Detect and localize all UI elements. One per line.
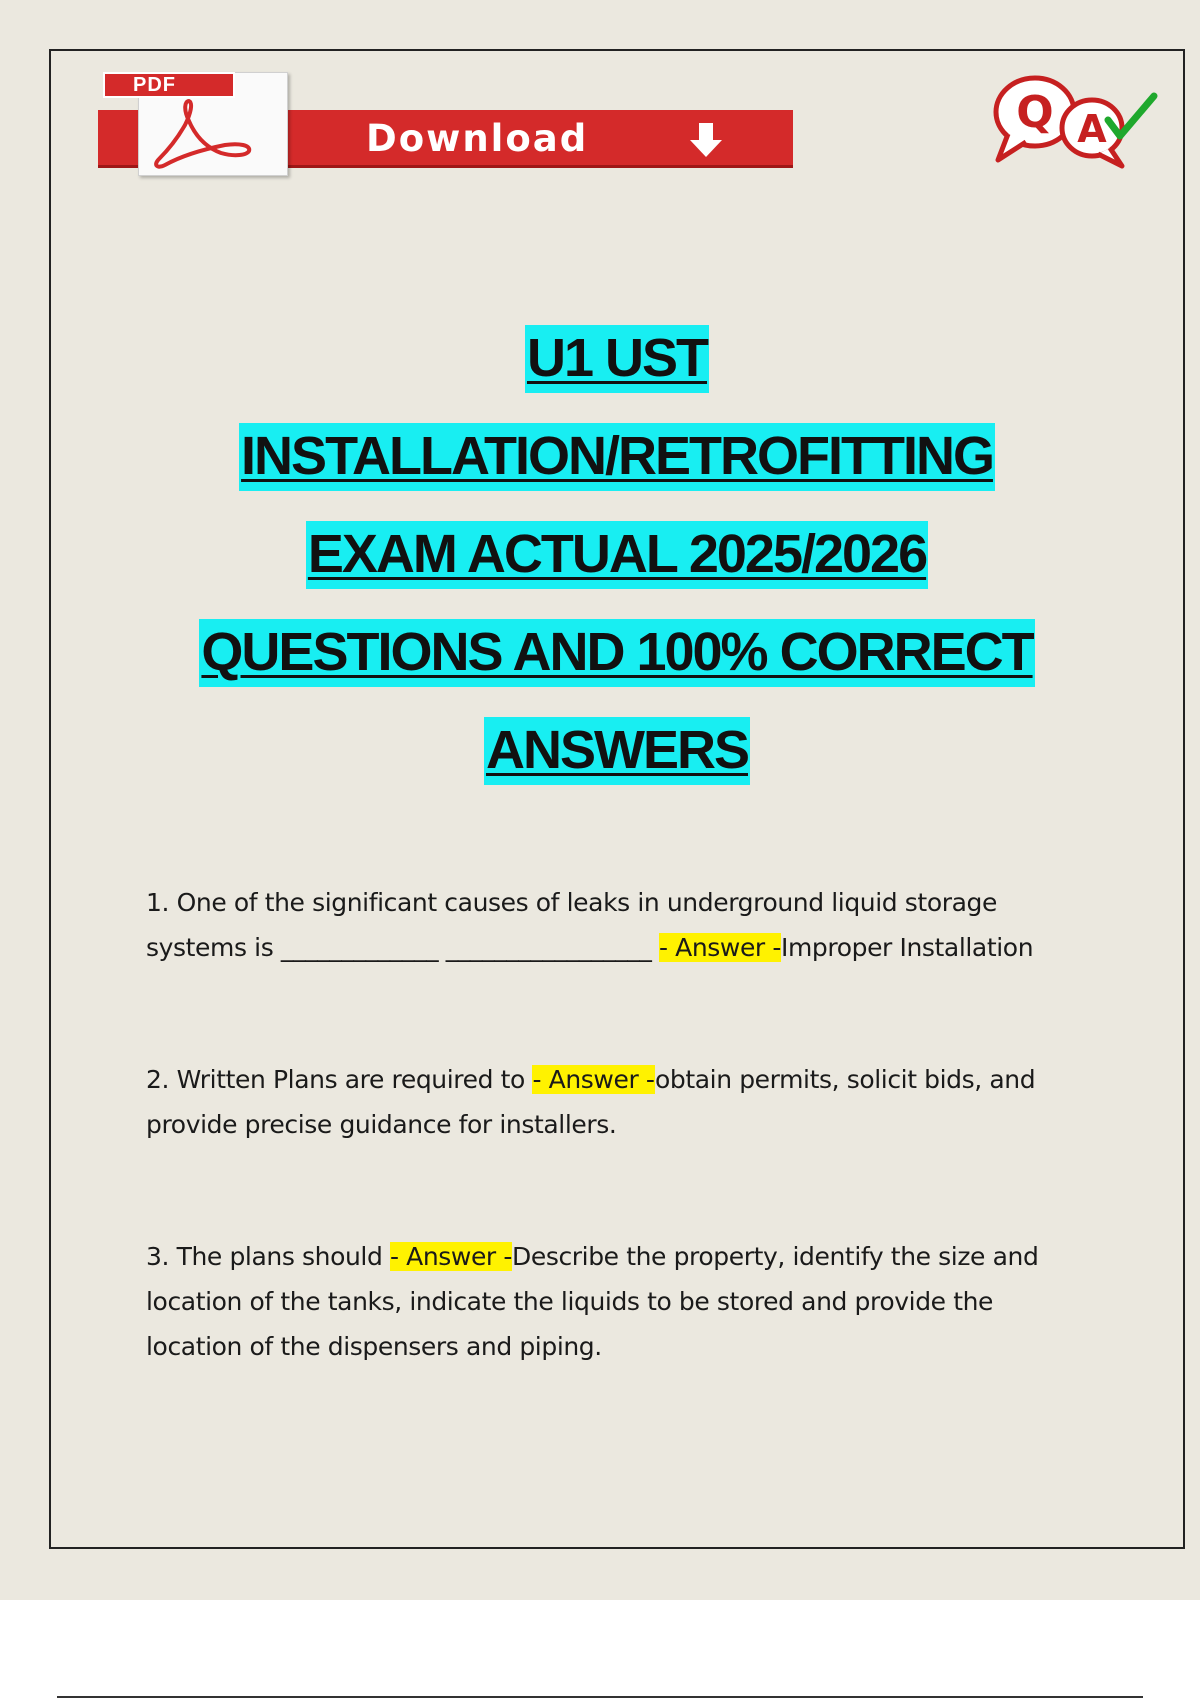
- question-item-2: [146, 1057, 1086, 1147]
- answer-text: obtain permits, solicit bids, and provide precise guidance for installers.: [146, 1065, 1036, 1139]
- a-speech-bubble: [1062, 100, 1122, 166]
- acrobat-icon: [143, 95, 263, 169]
- pdf-download-banner[interactable]: [98, 72, 793, 180]
- answer-text: Improper Installation: [780, 933, 1034, 962]
- logo-letter-a: A: [1077, 107, 1107, 151]
- answer-marker: - Answer -: [658, 933, 781, 962]
- pdf-tag: PDF: [103, 72, 235, 98]
- bottom-divider: [57, 1696, 1143, 1698]
- title-line: ANSWERS: [49, 702, 1185, 800]
- logo-letter-q: Q: [1016, 87, 1054, 138]
- question-item-1: [146, 880, 1086, 970]
- question-list: [146, 880, 1086, 1369]
- title-line: QUESTIONS AND 100% CORRECT: [49, 604, 1185, 702]
- question-item-3: [146, 1234, 1086, 1369]
- download-arrow-icon[interactable]: [686, 120, 726, 160]
- question-text: 1. One of the significant causes of leaks in underground liquid storage systems is _____________ _________________: [146, 888, 997, 962]
- answer-text: Describe the property, identify the size and location of the tanks, indicate the liquids to be stored and provide the location of the dispensers and piping.: [146, 1242, 1039, 1361]
- question-text: 3. The plans should: [146, 1242, 390, 1271]
- answer-marker: - Answer -: [389, 1242, 512, 1271]
- title-line: U1 UST: [49, 310, 1185, 408]
- title-line: INSTALLATION/RETROFITTING: [49, 408, 1185, 506]
- answer-marker: - Answer -: [532, 1065, 655, 1094]
- download-label[interactable]: Download: [366, 117, 589, 160]
- document-title: [49, 310, 1185, 800]
- qa-logo-icon: [990, 70, 1158, 170]
- question-text: 2. Written Plans are required to: [146, 1065, 533, 1094]
- title-line: EXAM ACTUAL 2025/2026: [49, 506, 1185, 604]
